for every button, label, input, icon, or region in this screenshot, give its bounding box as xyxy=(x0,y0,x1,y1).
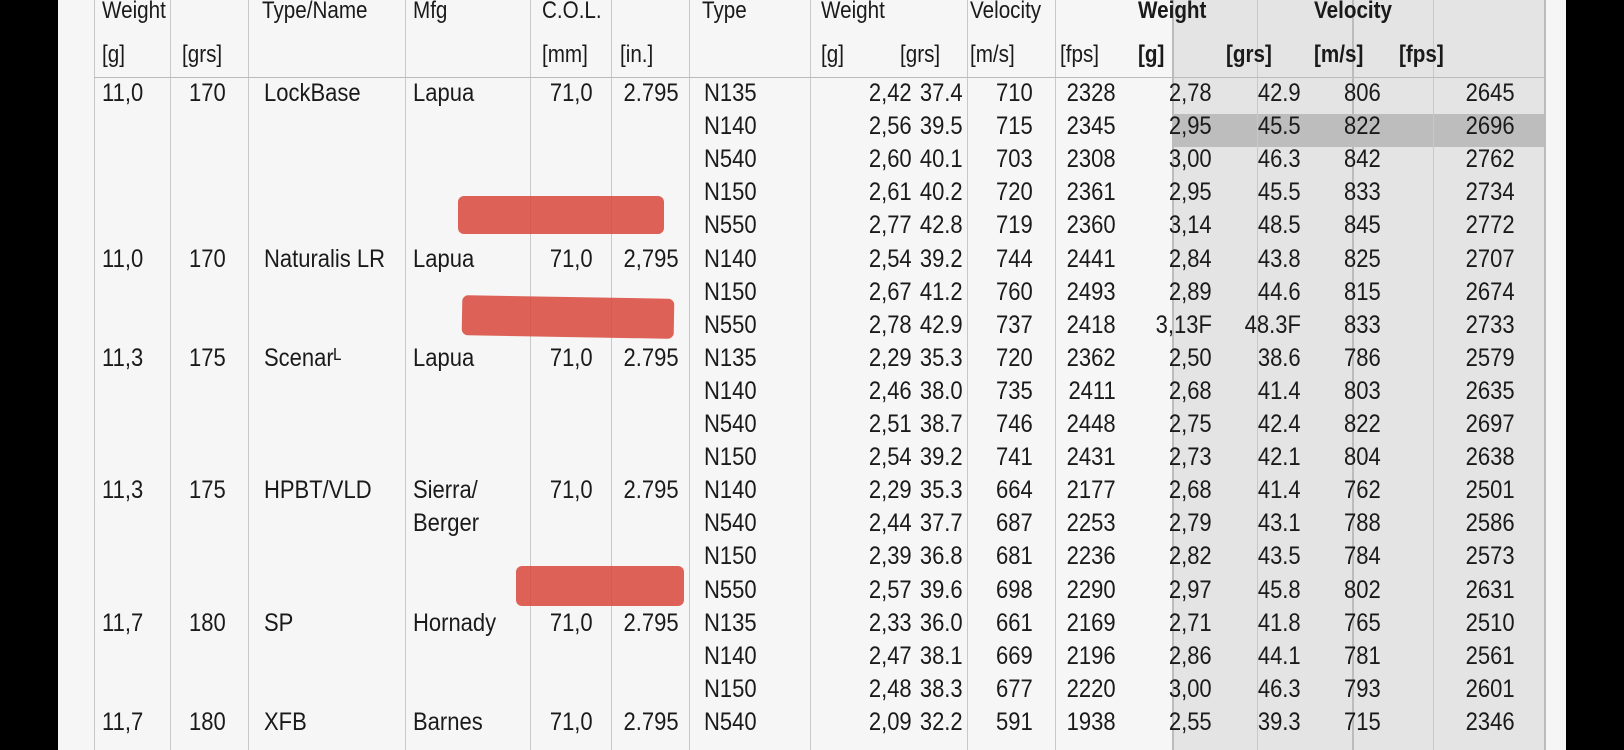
table-cell: 37.7 xyxy=(920,509,963,538)
table-cell: 2362 xyxy=(1067,343,1116,372)
table-cell: 2,46 xyxy=(869,376,912,405)
table-cell: 39.2 xyxy=(920,443,963,472)
table-cell: 2635 xyxy=(1466,376,1515,405)
table-cell: 3,14 xyxy=(1169,211,1212,240)
column-rule xyxy=(967,0,968,750)
table-cell: 2,77 xyxy=(869,211,912,240)
table-cell: 3,00 xyxy=(1169,674,1212,703)
table-cell: 2.795 xyxy=(623,608,679,637)
table-cell: 11,3 xyxy=(102,343,144,372)
table-cell: 42.8 xyxy=(920,211,963,240)
table-cell: 2645 xyxy=(1466,79,1515,107)
table-cell: N540 xyxy=(704,707,757,736)
table-cell: 786 xyxy=(1344,343,1381,372)
table-cell: 2,61 xyxy=(869,178,912,207)
table-cell: 737 xyxy=(996,310,1033,339)
table-cell: 32.2 xyxy=(920,707,963,736)
table-cell: 2,50 xyxy=(1169,343,1212,372)
table-cell: 804 xyxy=(1344,443,1381,472)
table-cell: N150 xyxy=(704,542,757,571)
header-label: Velocity xyxy=(970,0,1042,24)
table-cell: 40.1 xyxy=(920,145,963,174)
header-label: Weight xyxy=(1138,0,1207,24)
table-cell: 1938 xyxy=(1067,707,1116,736)
table-cell: 11,7 xyxy=(102,608,144,637)
table-cell: 735 xyxy=(996,376,1033,405)
header-label: Type xyxy=(702,0,747,24)
table-cell: 38.7 xyxy=(920,410,963,438)
red-marker-stroke xyxy=(458,196,664,234)
table-cell: 46.3 xyxy=(1258,674,1301,703)
table-cell: 2196 xyxy=(1067,641,1116,670)
table-cell: N550 xyxy=(704,575,757,604)
table-cell: N140 xyxy=(704,641,757,670)
header-unit: [grs] xyxy=(1226,41,1272,68)
table-cell: 3,00 xyxy=(1169,145,1212,174)
table-cell: 2510 xyxy=(1466,608,1515,637)
table-cell: 2,84 xyxy=(1169,244,1212,273)
table-cell: 746 xyxy=(996,410,1033,438)
table-cell: XFB xyxy=(264,707,307,736)
table-cell: Lapua xyxy=(413,343,475,372)
header-label: C.O.L. xyxy=(542,0,602,24)
table-cell: 38.1 xyxy=(920,641,963,670)
column-rule xyxy=(530,0,531,750)
table-cell: 765 xyxy=(1344,608,1381,637)
header-unit: [g] xyxy=(1138,41,1165,68)
table-cell: 677 xyxy=(996,674,1033,703)
table-cell: 48.3F xyxy=(1244,310,1301,339)
header-label: Type/Name xyxy=(262,0,368,24)
table-cell: 2431 xyxy=(1067,443,1116,472)
table-cell: 46.3 xyxy=(1258,145,1301,174)
table-cell: 71,0 xyxy=(550,244,593,273)
table-cell: 715 xyxy=(1344,707,1381,736)
table-cell: 2.795 xyxy=(623,707,679,736)
table-cell: 170 xyxy=(189,79,226,107)
table-cell: 2707 xyxy=(1466,244,1515,273)
table-cell: 2,33 xyxy=(869,608,912,637)
table-cell: 2772 xyxy=(1466,211,1515,240)
table-cell: 703 xyxy=(996,145,1033,174)
table-cell: 2,44 xyxy=(869,509,912,538)
table-cell: 2441 xyxy=(1067,244,1116,273)
table-cell: Hornady xyxy=(413,608,497,637)
table-cell: 42.1 xyxy=(1258,443,1301,472)
table-cell: 43.1 xyxy=(1258,509,1301,538)
header-unit: [grs] xyxy=(900,41,941,68)
table-cell: 2,95 xyxy=(1169,112,1212,141)
header-unit: [in.] xyxy=(620,41,654,68)
table-cell: 2177 xyxy=(1067,476,1116,505)
header-unit: [g] xyxy=(821,41,844,68)
table-cell: 2345 xyxy=(1067,112,1116,141)
table-cell: 3,13F xyxy=(1155,310,1212,339)
table-cell: N150 xyxy=(704,277,757,306)
table-cell: 2,47 xyxy=(869,641,912,670)
table-cell: 669 xyxy=(996,641,1033,670)
table-cell: 719 xyxy=(996,211,1033,240)
table-cell: 43.5 xyxy=(1258,542,1301,571)
table-cell: Naturalis LR xyxy=(264,244,386,273)
table-cell: 180 xyxy=(189,707,226,736)
table-cell: 38.0 xyxy=(920,376,963,405)
table-cell: 175 xyxy=(189,343,226,372)
table-cell: 2,68 xyxy=(1169,476,1212,505)
table-cell: 2.795 xyxy=(623,79,679,107)
table-cell: 41.8 xyxy=(1258,608,1301,637)
table-cell: Barnes xyxy=(413,707,483,736)
table-cell: 2631 xyxy=(1466,575,1515,604)
table-cell: 760 xyxy=(996,277,1033,306)
table-cell: 180 xyxy=(189,608,226,637)
table-cell: 2,56 xyxy=(869,112,912,141)
table-cell: 71,0 xyxy=(550,476,593,505)
table-cell: 44.1 xyxy=(1258,641,1301,670)
table-cell: 38.6 xyxy=(1258,343,1301,372)
table-cell: 2.795 xyxy=(623,343,679,372)
table-cell: 11,0 xyxy=(102,79,144,107)
table-cell: 2,78 xyxy=(1169,79,1212,107)
table-cell: 71,0 xyxy=(550,343,593,372)
header-unit: [m/s] xyxy=(970,41,1015,68)
table-cell: 664 xyxy=(996,476,1033,505)
header-unit: [fps] xyxy=(1399,41,1444,68)
load-data-table xyxy=(58,0,1566,750)
table-cell: SP xyxy=(264,608,294,637)
header-label: Velocity xyxy=(1314,0,1393,24)
column-rule xyxy=(94,0,95,750)
table-cell: 2501 xyxy=(1466,476,1515,505)
table-cell: 720 xyxy=(996,343,1033,372)
table-cell: 44.6 xyxy=(1258,277,1301,306)
table-cell: 2,82 xyxy=(1169,542,1212,571)
column-rule xyxy=(405,0,406,750)
table-cell: 802 xyxy=(1344,575,1381,604)
table-cell: 2,55 xyxy=(1169,707,1212,736)
table-cell: 825 xyxy=(1344,244,1381,273)
table-cell: N140 xyxy=(704,112,757,141)
column-rule xyxy=(170,0,171,750)
table-cell: 803 xyxy=(1344,376,1381,405)
table-cell: 41.4 xyxy=(1258,376,1301,405)
table-cell: 36.8 xyxy=(920,542,963,571)
table-cell: 39.3 xyxy=(1258,707,1301,736)
column-rule xyxy=(689,0,690,750)
table-cell: N150 xyxy=(704,178,757,207)
table-cell: 71,0 xyxy=(550,707,593,736)
table-cell: 842 xyxy=(1344,145,1381,174)
table-cell: 35.3 xyxy=(920,476,963,505)
table-cell: 784 xyxy=(1344,542,1381,571)
table-cell: 170 xyxy=(189,244,226,273)
column-rule xyxy=(1433,0,1434,750)
table-cell: 2,29 xyxy=(869,476,912,505)
table-cell: N135 xyxy=(704,343,757,372)
header-unit: [mm] xyxy=(542,41,588,68)
table-cell: N140 xyxy=(704,476,757,505)
table-cell: 2601 xyxy=(1466,674,1515,703)
column-rule xyxy=(1055,0,1056,750)
table-cell: Berger xyxy=(413,509,480,538)
table-cell: 2579 xyxy=(1466,343,1515,372)
table-cell: 43.8 xyxy=(1258,244,1301,273)
table-cell: 45.8 xyxy=(1258,575,1301,604)
table-cell: HPBT/VLD xyxy=(264,476,372,505)
header-label: Weight xyxy=(102,0,166,24)
table-cell: 2220 xyxy=(1067,674,1116,703)
table-cell: N140 xyxy=(704,244,757,273)
table-cell: 2361 xyxy=(1067,178,1116,207)
table-cell: 2308 xyxy=(1067,145,1116,174)
table-cell: Sierra/ xyxy=(413,476,478,505)
table-cell: Lapua xyxy=(413,79,475,107)
table-cell: Scenarᴸ xyxy=(264,343,342,372)
table-cell: 11,3 xyxy=(102,476,144,505)
table-cell: 2,78 xyxy=(869,310,912,339)
table-cell: 762 xyxy=(1344,476,1381,505)
table-cell: 35.3 xyxy=(920,343,963,372)
table-cell: 11,7 xyxy=(102,707,144,736)
table-cell: 2,09 xyxy=(869,707,912,736)
table-cell: 793 xyxy=(1344,674,1381,703)
header-unit: [g] xyxy=(102,41,125,68)
table-cell: N135 xyxy=(704,79,757,107)
table-cell: N140 xyxy=(704,376,757,405)
table-cell: 2411 xyxy=(1068,376,1116,405)
table-cell: 2734 xyxy=(1466,178,1515,207)
table-cell: 2,89 xyxy=(1169,277,1212,306)
table-cell: 37.4 xyxy=(920,79,963,107)
table-cell: 2418 xyxy=(1067,310,1116,339)
table-cell: 2,75 xyxy=(1169,410,1212,438)
table-cell: 71,0 xyxy=(550,608,593,637)
table-cell: 38.3 xyxy=(920,674,963,703)
table-cell: 2,71 xyxy=(1169,608,1212,637)
table-cell: 681 xyxy=(996,542,1033,571)
table-cell: N540 xyxy=(704,509,757,538)
table-cell: 45.5 xyxy=(1258,112,1301,141)
table-cell: 2.795 xyxy=(623,476,679,505)
table-cell: 2,86 xyxy=(1169,641,1212,670)
table-cell: 822 xyxy=(1344,112,1381,141)
table-cell: 2,51 xyxy=(869,410,912,438)
table-cell: N550 xyxy=(704,310,757,339)
table-cell: Lapua xyxy=(413,244,475,273)
header-unit: [fps] xyxy=(1060,41,1100,68)
header-label: Weight xyxy=(821,0,885,24)
table-cell: 45.5 xyxy=(1258,178,1301,207)
red-marker-stroke xyxy=(462,295,675,339)
table-cell: 2236 xyxy=(1067,542,1116,571)
table-cell: 2573 xyxy=(1466,542,1515,571)
table-cell: 710 xyxy=(996,79,1033,107)
table-cell: 720 xyxy=(996,178,1033,207)
header-unit: [m/s] xyxy=(1314,41,1364,68)
table-cell: 2493 xyxy=(1067,277,1116,306)
table-cell: 2762 xyxy=(1466,145,1515,174)
column-rule xyxy=(611,0,612,750)
table-cell: 2674 xyxy=(1466,277,1515,306)
table-cell: 41.2 xyxy=(920,277,963,306)
table-cell: 2697 xyxy=(1466,410,1515,438)
table-cell: N150 xyxy=(704,674,757,703)
table-cell: 591 xyxy=(996,707,1033,736)
table-cell: 175 xyxy=(189,476,226,505)
table-cell: 11,0 xyxy=(102,244,144,273)
table-cell: 2346 xyxy=(1466,707,1515,736)
table-cell: 815 xyxy=(1344,277,1381,306)
table-cell: 698 xyxy=(996,575,1033,604)
table-cell: 2,795 xyxy=(623,244,679,273)
table-cell: 2,48 xyxy=(869,674,912,703)
header-unit: [grs] xyxy=(182,41,223,68)
table-cell: 2,54 xyxy=(869,443,912,472)
table-cell: 36.0 xyxy=(920,608,963,637)
table-cell: 822 xyxy=(1344,410,1381,438)
table-cell: 845 xyxy=(1344,211,1381,240)
table-cell: 40.2 xyxy=(920,178,963,207)
table-cell: 2360 xyxy=(1067,211,1116,240)
table-cell: 39.2 xyxy=(920,244,963,273)
table-cell: 42.9 xyxy=(1258,79,1301,107)
column-rule xyxy=(810,0,811,750)
table-cell: N540 xyxy=(704,410,757,438)
table-cell: 806 xyxy=(1344,79,1381,107)
table-cell: 2,57 xyxy=(869,575,912,604)
table-cell: 2,79 xyxy=(1169,509,1212,538)
table-cell: 42.9 xyxy=(920,310,963,339)
table-cell: 741 xyxy=(996,443,1033,472)
table-cell: 661 xyxy=(996,608,1033,637)
table-cell: 39.5 xyxy=(920,112,963,141)
table-cell: 715 xyxy=(996,112,1033,141)
table-cell: 2,60 xyxy=(869,145,912,174)
table-cell: 833 xyxy=(1344,178,1381,207)
table-cell: 2,73 xyxy=(1169,443,1212,472)
table-cell: 41.4 xyxy=(1258,476,1301,505)
table-cell: N550 xyxy=(704,211,757,240)
header-label: Mfg xyxy=(413,0,448,24)
table-cell: 2696 xyxy=(1466,112,1515,141)
table-cell: 2253 xyxy=(1067,509,1116,538)
column-rule xyxy=(248,0,249,750)
column-rule xyxy=(1544,0,1546,750)
table-cell: 2290 xyxy=(1067,575,1116,604)
table-cell: 744 xyxy=(996,244,1033,273)
table-cell: N135 xyxy=(704,608,757,637)
table-cell: 2,54 xyxy=(869,244,912,273)
table-cell: N540 xyxy=(704,145,757,174)
table-cell: 2169 xyxy=(1067,608,1116,637)
table-cell: 2,67 xyxy=(869,277,912,306)
table-cell: 2733 xyxy=(1466,310,1515,339)
table-cell: 2561 xyxy=(1466,641,1515,670)
table-cell: N150 xyxy=(704,443,757,472)
table-cell: 2,42 xyxy=(869,79,912,107)
table-cell: 2,68 xyxy=(1169,376,1212,405)
red-marker-stroke xyxy=(516,566,684,606)
table-cell: 2,29 xyxy=(869,343,912,372)
table-cell: 2448 xyxy=(1067,410,1116,438)
table-cell: 833 xyxy=(1344,310,1381,339)
table-cell: 42.4 xyxy=(1258,410,1301,438)
table-cell: 2586 xyxy=(1466,509,1515,538)
table-cell: 2,95 xyxy=(1169,178,1212,207)
table-cell: 39.6 xyxy=(920,575,963,604)
table-cell: 2,39 xyxy=(869,542,912,571)
table-cell: 781 xyxy=(1344,641,1381,670)
table-cell: 687 xyxy=(996,509,1033,538)
table-cell: 48.5 xyxy=(1258,211,1301,240)
table-cell: 2638 xyxy=(1466,443,1515,472)
table-cell: 2328 xyxy=(1067,79,1116,107)
table-cell: 2,97 xyxy=(1169,575,1212,604)
table-cell: LockBase xyxy=(264,79,361,107)
table-cell: 71,0 xyxy=(550,79,593,107)
table-cell: 788 xyxy=(1344,509,1381,538)
